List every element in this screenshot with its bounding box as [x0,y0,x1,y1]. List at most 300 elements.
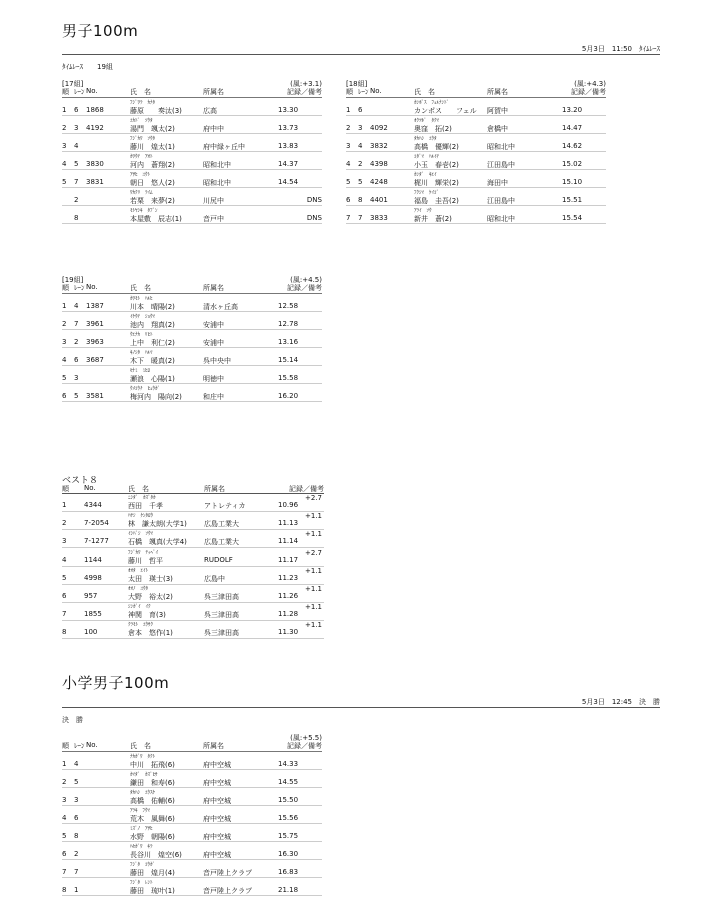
cell-jun: 5 [62,374,67,382]
name-kana: ﾊﾔｼ ｹﾝﾀﾛｳ [128,513,154,520]
cell-rec: 16.83 [278,868,299,876]
result-row [346,206,606,224]
cell-lane: 2 [74,850,79,858]
cell-lane: 2 [358,160,363,168]
group-title: [18組] [346,80,368,88]
cell-team: 府中空城 [203,779,231,787]
cell-team: 府中空城 [203,761,231,769]
best8-row [62,529,324,548]
cell-lane: 3 [74,374,79,382]
name-kana: ｲｹｳﾁ ｼｮｳﾏ [130,314,156,320]
round-label: ﾀｲﾑﾚｰｽ 19組 [62,63,113,71]
cell-lane: 7 [358,214,363,222]
cell-team: 広島工業大 [204,538,239,547]
final-group [62,733,322,901]
wind-reading: +1.1 [305,621,322,630]
column-header [62,283,322,294]
cell-team: RUDOLF [204,555,233,564]
cell-lane: 1 [74,886,79,894]
col-lane: ﾚｰﾝ [74,88,85,96]
cell-jun: 6 [62,592,67,600]
result-row [62,860,322,878]
col-rec: 記録／備考 [289,485,324,493]
cell-team: 音戸中 [203,215,224,223]
name-kana: ｱｻﾋ ﾕｳﾄ [130,172,151,178]
name-kana: ｵｵﾀ ｴｲﾄ [128,567,149,574]
cell-rec: 14.62 [562,142,583,150]
best8-row [62,620,324,639]
name-kana: ﾌｸｼﾏ ｹｲｺﾞ [414,190,440,196]
result-row [62,878,322,896]
cell-name: 池内 翔真(2) [130,321,175,329]
cell-no: 1868 [86,106,104,114]
col-no: No. [86,741,98,749]
cell-lane: 6 [74,356,79,364]
cell-rec: 15.75 [278,832,299,840]
divider [62,54,660,55]
cell-jun: 2 [62,778,67,786]
cell-name: 西田 千孝 [128,502,163,510]
col-jun: 順 [62,88,69,96]
cell-team: 広高 [203,107,217,115]
cell-name: 新井 蒼(2) [414,215,452,223]
cell-team: 安浦中 [203,321,224,329]
cell-team: 呉三津田高 [204,611,239,620]
wind-reading: (風:+4.3) [574,80,606,88]
name-kana: ｶﾝﾀﾞ ｷｴｲ [414,172,437,178]
col-no: No. [370,87,382,95]
name-kana: ｲｼﾊﾞｼ ｿｳﾏ [128,531,154,538]
result-row [62,312,322,330]
cell-lane: 3 [358,124,363,132]
cell-name: 河内 蒼翔(2) [130,161,175,169]
cell-lane: 7 [74,178,79,186]
cell-jun: 1 [62,501,67,509]
cell-team: 清水ヶ丘高 [203,303,238,311]
cell-no: 4092 [370,124,388,132]
cell-team: 音戸陸上クラブ [203,869,252,877]
cell-no: 7-2054 [84,519,109,528]
name-kana: ｱﾗｲ ｿｳ [414,208,432,214]
col-name: 氏 名 [130,284,151,292]
result-row [62,98,322,116]
name-kana: ｱﾗｷ ﾌｳﾏ [130,808,151,814]
result-row [62,348,322,366]
col-lane: ﾚｰﾝ [74,284,85,292]
cell-jun: 3 [62,537,67,546]
wind-reading: (風:+5.5) [290,734,322,742]
cell-team: 府中空城 [203,851,231,859]
cell-rec: 11.13 [278,519,299,528]
cell-rec: 15.10 [562,178,583,186]
cell-jun: 3 [62,142,67,150]
result-row [62,152,322,170]
cell-lane: 3 [74,796,79,804]
cell-lane: 5 [358,178,363,186]
cell-name: 林 謙太朗(大学1) [128,520,187,529]
wind-reading: +2.7 [305,548,322,557]
cell-jun: 4 [62,814,67,822]
cell-jun: 2 [346,124,351,132]
col-no: No. [86,87,98,95]
cell-jun: 5 [62,832,67,840]
cell-name: 朝日 悠人(2) [130,179,175,187]
best8-row [62,548,324,567]
col-name: 氏 名 [130,742,151,750]
result-row [346,98,606,116]
cell-jun: 5 [62,178,67,186]
result-row [62,806,322,824]
cell-name: 湯門 颯太(2) [130,125,175,133]
cell-rec: 21.18 [278,886,299,894]
cell-team: 府中空城 [203,833,231,841]
name-kana: ﾓﾄﾔｼｷ ﾀﾌﾞﾝ [130,208,158,214]
cell-rec: 14.37 [278,160,299,168]
cell-no: 4248 [370,178,388,186]
cell-lane: 5 [74,778,79,786]
cell-name: 水野 朝陽(6) [130,833,175,841]
name-kana: ｸﾗﾓﾄ ﾕｳｻｸ [128,622,154,629]
cell-jun: 1 [62,302,67,310]
cell-name: 小玉 春壱(2) [414,161,459,169]
name-kana: ﾌｼﾞｶﾜ ｿｳﾀ [130,136,156,142]
col-lane: ﾚｰﾝ [358,88,369,96]
cell-name: 梶川 輝栄(2) [414,179,459,187]
cell-jun: 8 [62,628,67,637]
wind-reading: +1.1 [305,530,322,539]
cell-no: 4192 [86,124,104,132]
best8-row [62,584,324,603]
cell-team: 呉中央中 [203,357,231,365]
cell-no: 3581 [86,392,104,400]
result-row [62,188,322,206]
cell-name: 長谷川 煌空(6) [130,851,182,859]
cell-lane: 8 [74,832,79,840]
cell-team: 広島工業大 [204,520,239,529]
cell-team: 川尻中 [203,197,224,205]
col-team: 所属名 [204,485,225,493]
column-header [346,87,606,98]
cell-jun: 7 [62,610,67,619]
cell-jun: 8 [62,886,67,894]
cell-team: 江田島中 [487,161,515,169]
cell-name: 中川 拓飛(6) [130,761,175,769]
cell-lane: 6 [358,106,363,114]
col-name: 氏 名 [128,485,149,493]
name-kana: ｶﾝﾎﾟｽ ﾌｪﾙﾅﾝﾄﾞ [414,100,450,106]
cell-rec: 15.02 [562,160,583,168]
cell-team: アトレティカ [204,502,246,510]
cell-rec: 15.54 [562,214,583,222]
wind-reading: +1.1 [305,566,322,575]
result-row [346,134,606,152]
cell-no: 4398 [370,160,388,168]
cell-note: DNS [306,196,322,204]
cell-name: 藤川 哲平 [128,556,163,565]
cell-team: 昭和北中 [487,215,515,223]
col-rec: 記録／備考 [571,88,606,96]
result-row [62,206,322,224]
wind-reading: +1.1 [305,512,322,521]
cell-team: 昭和北中 [487,143,515,151]
cell-name: 倉本 悠作(1) [128,629,173,638]
cell-jun: 4 [62,356,67,364]
cell-rec: 13.83 [278,142,299,150]
cell-lane: 4 [74,760,79,768]
col-jun: 順 [346,88,353,96]
name-kana: ｶﾜｳﾁ ｱｵﾄ [130,154,153,160]
cell-rec: 15.58 [278,374,299,382]
cell-name: 奥窪 拓(2) [414,125,452,133]
col-jun: 順 [62,742,69,750]
cell-team: 安浦中 [203,339,224,347]
cell-team: 府中緑ヶ丘中 [203,143,245,151]
col-rec: 記録／備考 [287,284,322,292]
cell-no: 1387 [86,302,104,310]
column-header [62,741,322,752]
cell-name: 神関 育(3) [128,611,166,620]
cell-lane: 4 [358,142,363,150]
event2-title: 小学男子100m [62,674,170,692]
cell-jun: 4 [62,160,67,168]
cell-rec: 11.26 [278,592,299,600]
name-kana: ﾌｼﾞｶﾜ ﾃｯﾍﾟｲ [128,549,159,556]
col-team: 所属名 [203,284,224,292]
cell-jun: 7 [346,214,351,222]
cell-rec: 12.78 [278,320,299,328]
cell-name: 瀬浪 心陽(1) [130,375,175,383]
cell-name: 大野 裕太(2) [128,593,173,601]
cell-name: カンポス フェル [414,107,477,115]
cell-lane: 8 [74,214,79,222]
col-name: 氏 名 [130,88,151,96]
cell-name: 藤川 煌太(1) [130,143,175,151]
cell-team: 江田島中 [487,197,515,205]
cell-rec: 15.51 [562,196,583,204]
cell-name: 石橋 颯真(大学4) [128,538,187,547]
col-lane: ﾚｰﾝ [74,742,85,750]
cell-no: 1144 [84,555,102,564]
group-title: [17組] [62,80,84,88]
result-row [346,188,606,206]
name-kana: ｵｸﾂﾎﾞ ﾀｸﾏ [414,118,440,124]
name-kana: ｾﾅﾐ ﾐﾋﾛ [130,368,151,374]
cell-rec: 13.16 [278,338,299,346]
cell-rec: 15.56 [278,814,299,822]
cell-name: 藤原 奏汰(3) [130,107,182,115]
cell-team: 昭和北中 [203,179,231,187]
cell-name: 藤田 煌月(4) [130,869,175,877]
cell-team: 明徳中 [203,375,224,383]
name-kana: ｵｵﾉ ﾕｳﾀ [128,586,149,592]
wind-reading: +1.1 [305,603,322,612]
cell-rec: 16.20 [278,392,299,400]
cell-name: 梅河内 陽向(2) [130,393,182,401]
cell-no: 100 [84,628,98,637]
cell-team: 海田中 [487,179,508,187]
cell-jun: 2 [62,519,67,528]
result-row [62,330,322,348]
cell-lane: 5 [74,392,79,400]
col-jun: 順 [62,284,69,292]
cell-name: 木下 暖真(2) [130,357,175,365]
cell-lane: 6 [74,106,79,114]
name-kana: ﾌｼﾞﾀ ﾚﾝﾄ [130,880,153,886]
col-jun: 順 [62,485,69,493]
cell-rec: 13.20 [562,106,583,114]
cell-lane: 4 [74,142,79,150]
name-kana: ﾀｶﾊｼ ﾕｳｽｹ [130,790,156,796]
name-kana: ｶﾜﾓﾄ ﾊﾙﾋ [130,296,153,302]
cell-rec: 14.47 [562,124,583,132]
cell-lane: 7 [74,868,79,876]
cell-note: DNS [306,214,322,222]
wind-reading: +1.1 [305,585,322,593]
cell-rec: 13.73 [278,124,299,132]
name-kana: ｼﾝｶﾞｲ ｲｸ [128,604,151,611]
col-no: No. [86,283,98,291]
group-title: [19組] [62,276,84,284]
result-row [62,134,322,152]
cell-jun: 1 [62,760,67,768]
cell-jun: 5 [346,178,351,186]
col-rec: 記録／備考 [287,88,322,96]
cell-rec: 10.96 [278,501,299,509]
cell-lane: 7 [74,320,79,328]
col-rec: 記録／備考 [287,742,322,750]
name-kana: ﾕｶﾄﾞ ｿｳﾀ [130,118,153,124]
result-row [346,116,606,134]
cell-jun: 7 [62,868,67,876]
heat-group-18 [346,79,606,249]
cell-no: 3832 [370,142,388,150]
wind-reading: (風:+3.1) [290,80,322,88]
cell-rec: 11.14 [278,537,299,546]
best8-row [62,511,324,530]
cell-name: 太田 瑛士(3) [128,574,173,583]
cell-no: 3830 [86,160,104,168]
cell-no: 3833 [370,214,388,222]
cell-jun: 1 [346,106,351,114]
cell-jun: 2 [62,124,67,132]
result-row [62,384,322,402]
name-kana: ﾐｽﾞﾉ ｱｻﾋ [130,826,153,832]
col-name: 氏 名 [414,88,435,96]
name-kana: ｳﾒｺｳﾁ ﾋｭｳｶﾞ [130,386,161,392]
cell-name: 藤田 琉叶(1) [130,887,175,895]
divider [62,707,660,708]
cell-name: 高橋 佑輔(6) [130,797,175,805]
cell-lane: 3 [74,124,79,132]
cell-jun: 6 [346,196,351,204]
event2-datetime: 5月3日 12:45 決 勝 [581,698,660,706]
best8-header [62,484,324,493]
result-row [62,294,322,312]
cell-rec: 14.55 [278,778,299,786]
name-kana: ﾌｼﾞﾀ ｺｳｶﾞ [130,862,156,868]
cell-team: 昭和北中 [203,161,231,169]
cell-lane: 8 [358,196,363,204]
cell-team: 倉橋中 [487,125,508,133]
cell-name: 本屋敷 辰志(1) [130,215,182,223]
cell-no: 3963 [86,338,104,346]
cell-rec: 15.50 [278,796,299,804]
cell-jun: 3 [62,796,67,804]
cell-lane: 5 [74,160,79,168]
event-datetime: 5月3日 11:50 ﾀｲﾑﾚｰｽ [581,45,660,53]
cell-name: 荒木 風舞(6) [130,815,175,823]
cell-rec: 12.58 [278,302,299,310]
cell-name: 上中 利仁(2) [130,339,175,347]
result-row [62,842,322,860]
col-team: 所属名 [203,88,224,96]
cell-jun: 5 [62,573,67,582]
best8-row [62,566,324,585]
name-kana: ｺﾀﾞﾏ ﾊﾙｲﾁ [414,154,440,160]
cell-team: 呉三津田高 [204,629,239,638]
event2-round: 決 勝 [62,716,83,724]
cell-rec: 15.14 [278,356,299,364]
result-row [62,824,322,842]
cell-team: 和庄中 [203,393,224,401]
result-row [62,116,322,134]
heat-group-19 [62,275,322,445]
cell-team: 府中空城 [203,797,231,805]
cell-name: 川本 晴陽(2) [130,303,175,311]
best8-title: ベスト８ [62,476,99,486]
cell-rec: 11.28 [278,610,299,619]
cell-no: 4401 [370,196,388,204]
result-row [62,788,322,806]
result-row [62,170,322,188]
name-kana: ﾀｶﾊｼ ﾕｳﾀ [414,136,437,142]
cell-jun: 3 [346,142,351,150]
wind-reading: (風:+4.5) [290,276,322,284]
cell-no: 957 [84,592,98,600]
result-row [62,366,322,384]
event-title: 男子100m [62,22,139,40]
cell-no: 7-1277 [84,537,109,546]
cell-rec: 14.54 [278,178,299,186]
cell-jun: 4 [62,555,67,564]
cell-rec: 11.17 [278,555,299,564]
column-header [62,87,322,98]
cell-rec: 11.23 [278,573,299,582]
result-row [346,170,606,188]
cell-jun: 4 [346,160,351,168]
cell-rec: 11.30 [278,628,299,637]
cell-team: 音戸陸上クラブ [203,887,252,895]
col-team: 所属名 [487,88,508,96]
cell-team: 府中中 [203,125,224,133]
cell-lane: 2 [74,338,79,346]
name-kana: ﾜｶｸﾘ ﾗｲﾑ [130,190,153,196]
wind-reading: +2.7 [305,494,322,502]
name-kana: ﾊｾｶﾞﾜ ｷﾗ [130,844,153,850]
cell-rec: 16.30 [278,850,299,858]
result-row [62,770,322,788]
cell-rec: 13.30 [278,106,299,114]
cell-no: 4998 [84,573,102,582]
name-kana: ｳｴﾅｶ ﾘﾋﾄ [130,332,153,338]
name-kana: ｷﾉｼﾀ ﾊﾙﾏ [130,350,153,356]
best8-row [62,602,324,621]
cell-jun: 6 [62,392,67,400]
cell-team: 府中空城 [203,815,231,823]
cell-team: 阿賀中 [487,107,508,115]
name-kana: ﾆｼﾀﾞ ｶｽﾞﾀｶ [128,495,156,501]
cell-jun: 6 [62,850,67,858]
